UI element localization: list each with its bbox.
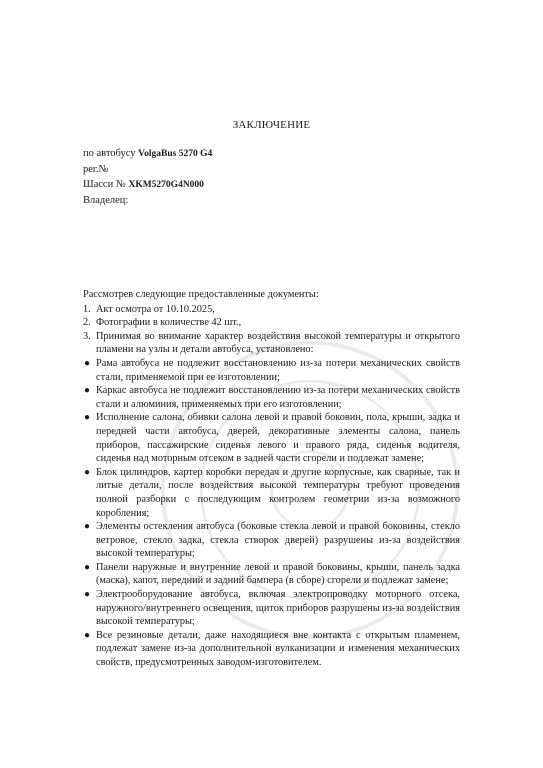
numbered-item xyxy=(83,303,460,317)
finding-text: Исполнение салона, обивки салона левой и правой боковин, пола, крыши, задка и передней части автобуса, дверей, декоративные элементы салона, панель приборов, пассажирские сиденья левого и правого ряда, сиденья водителя, сиденья над моторным отсеком в задней части сгорели и подлежат замене; xyxy=(96,412,460,465)
document-header xyxy=(83,146,212,208)
finding-text: Электрооборудование автобуса, включая электропроводку моторного отсека, наружного/внутреннего освещения, щиток приборов разрушены из-за воздействия высокой температуры; xyxy=(96,589,460,628)
finding-item xyxy=(83,629,460,670)
reg-line: рег.№ xyxy=(83,164,109,175)
item-text: Фотографии в количестве 42 шт., xyxy=(96,317,242,329)
bullet-dot-icon: ● xyxy=(84,357,91,369)
owner-line: Владелец: xyxy=(83,195,129,206)
finding-item xyxy=(83,357,460,384)
item-number: 1. xyxy=(83,303,91,315)
finding-text: Блок цилиндров, картер коробки передач и другие корпусные, как сварные, так и литые детали, после воздействия высокой температуры требуют проведения полной разборки с последующим контролем геометрии из-за возможного коробления; xyxy=(96,466,460,519)
document-body xyxy=(83,288,460,670)
finding-text: Панели наружные и внутренние левой и правой боковины, крыши, панель задка (маска), капот, передний и задний бампера (в сборе) сгорели и подлежат замене; xyxy=(96,561,460,587)
numbered-list xyxy=(83,303,460,357)
chassis-prefix: Шасси № xyxy=(83,179,129,190)
finding-text: Все резиновые детали, даже находящиеся вне контакта с открытым пламенем, подлежат замене из-за дополнительной вулканизации и изменения механических свойств, предусмотренных заводом-изготовителем. xyxy=(96,629,460,669)
bullet-dot-icon: ● xyxy=(84,589,91,601)
finding-text: Элементы остекления автобуса (боковые стекла левой и правой боковины, стекло ветровое, стекло задка, стекла створок дверей) разрушены из-за воздействия высокой температуры; xyxy=(96,521,460,560)
finding-item xyxy=(83,411,460,465)
chassis-number: XKM5270G4N000 xyxy=(128,180,204,190)
bullet-dot-icon: ● xyxy=(84,412,91,424)
bus-line xyxy=(83,146,212,162)
bus-prefix: по автобусу xyxy=(83,148,139,159)
finding-item xyxy=(83,384,460,411)
document-title: ЗАКЛЮЧЕНИЕ xyxy=(232,119,311,131)
chassis-line xyxy=(83,177,212,193)
item-text: Акт осмотра от 10.10.2025, xyxy=(96,303,215,315)
item-text: Принимая во внимание характер воздействия высокой температуры и открытого пламени на узлы и детали автобуса, установлено: xyxy=(96,330,460,356)
item-number: 3. xyxy=(83,330,91,342)
bullet-dot-icon: ● xyxy=(84,466,91,478)
bullet-dot-icon: ● xyxy=(84,521,91,533)
bullet-dot-icon: ● xyxy=(84,561,91,573)
bullet-dot-icon: ● xyxy=(84,629,91,641)
finding-item xyxy=(83,520,460,561)
findings-list xyxy=(83,357,460,670)
finding-item xyxy=(83,466,460,520)
numbered-item xyxy=(83,316,460,330)
finding-item xyxy=(83,588,460,629)
intro-text: Рассмотрев следующие предоставленные документы: xyxy=(83,289,319,300)
finding-text: Каркас автобуса не подлежит восстановлению из-за потери механических свойств стали и алюминия, применяемых при его изготовлении; xyxy=(96,385,460,410)
finding-item xyxy=(83,561,460,588)
numbered-item xyxy=(83,330,460,357)
item-number: 2. xyxy=(83,317,91,329)
bullet-dot-icon: ● xyxy=(84,385,91,397)
finding-text: Рама автобуса не подлежит восстановлению из-за потери механических свойств стали, применяемой при ее изготовлении; xyxy=(96,357,460,383)
bus-model: VolgaBus 5270 G4 xyxy=(138,149,213,159)
